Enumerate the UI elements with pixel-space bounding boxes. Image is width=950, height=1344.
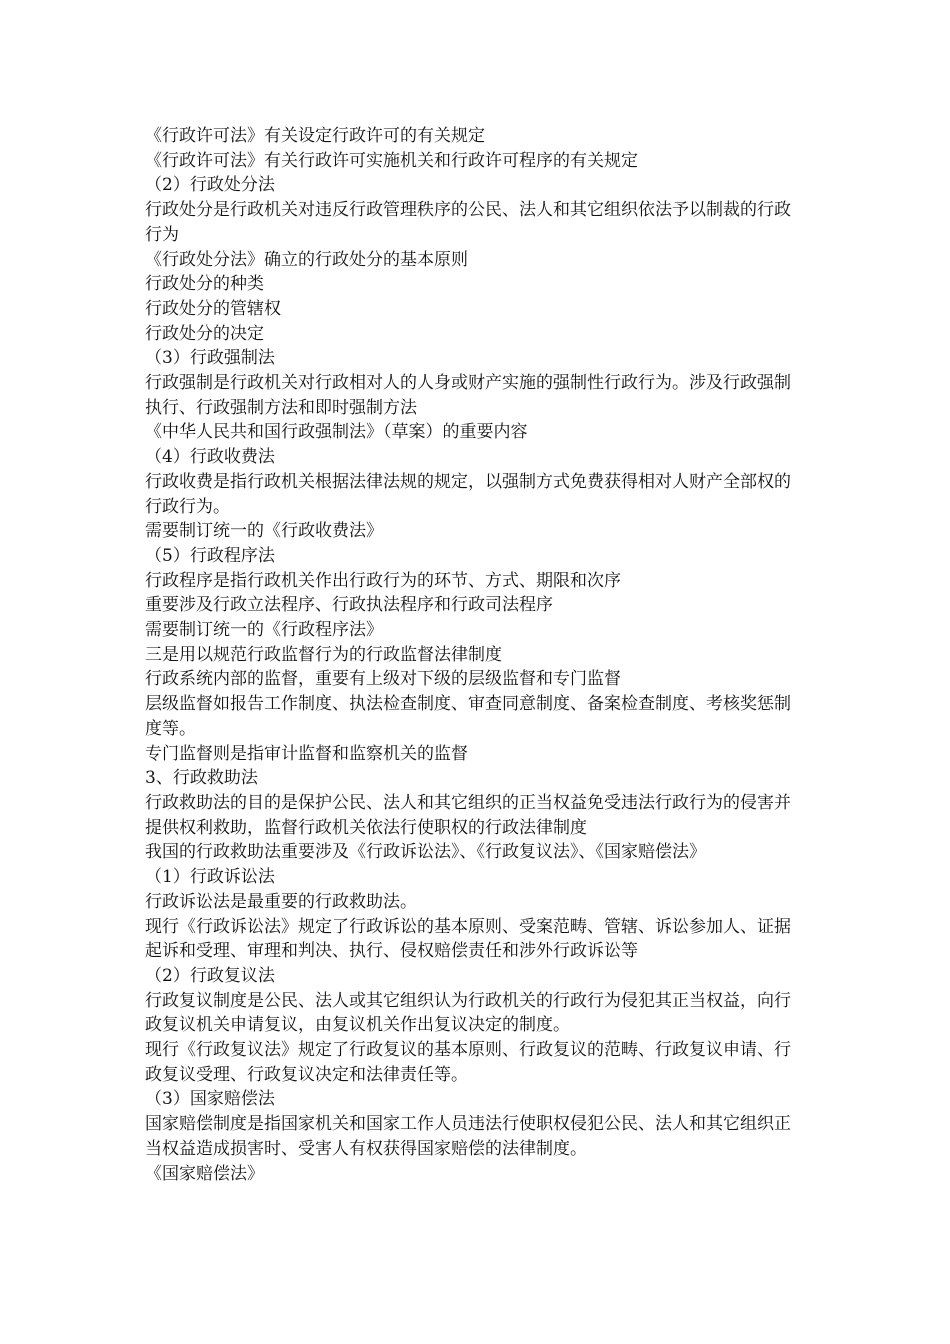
section-heading: （1）行政诉讼法 (145, 867, 275, 888)
document-body (145, 124, 805, 1186)
section-heading: （5）行政程序法 (145, 545, 275, 566)
section-heading: （3）行政强制法 (145, 348, 275, 369)
text-paragraph: 现行《行政诉讼法》规定了行政诉讼的基本原则、受案范畴、管辖、诉讼参加人、证据起诉和受理、审理和判决、执行、侵权赔偿责任和涉外行政诉讼等 (145, 916, 791, 962)
text-line: 《行政处分法》确立的行政处分的基本原则 (145, 249, 468, 270)
text-paragraph: 层级监督如报告工作制度、执法检查制度、审查同意制度、备案检查制度、考核奖惩制度等。 (145, 694, 791, 739)
text-line: 专门监督则是指审计监督和监察机关的监督 (145, 743, 468, 764)
text-line: 行政处分的种类 (145, 274, 264, 295)
text-paragraph: 现行《行政复议法》规定了行政复议的基本原则、行政复议的范畴、行政复议申请、行政复议受理、行政复议决定和法律责任等。 (145, 1040, 791, 1085)
text-line: 三是用以规范行政监督行为的行政监督法律制度 (145, 644, 502, 665)
text-paragraph: 行政救助法的目的是保护公民、法人和其它组织的正当权益免受违法行政行为的侵害并提供权利救助，监督行政机关依法行使职权的行政法律制度 (145, 792, 791, 838)
text-line: 行政系统内部的监督，重要有上级对下级的层级监督和专门监督 (145, 669, 621, 690)
text-line: 行政处分的管辖权 (145, 298, 281, 319)
section-heading: （2）行政复议法 (145, 965, 275, 986)
text-line: 行政程序是指行政机关作出行政行为的环节、方式、期限和次序 (145, 570, 621, 591)
text-line: 行政处分的决定 (145, 323, 264, 344)
text-paragraph: 行政复议制度是公民、法人或其它组织认为行政机关的行政行为侵犯其正当权益，向行政复议机关申请复议，由复议机关作出复议决定的制度。 (145, 990, 791, 1036)
text-paragraph: 行政收费是指行政机关根据法律法规的规定，以强制方式免费获得相对人财产全部权的行政行为。 (145, 471, 791, 517)
text-line: 行政诉讼法是最重要的行政救助法。 (145, 891, 417, 912)
section-heading: （3）国家赔偿法 (145, 1089, 275, 1110)
text-paragraph: 国家赔偿制度是指国家机关和国家工作人员违法行使职权侵犯公民、法人和其它组织正当权益造成损害时、受害人有权获得国家赔偿的法律制度。 (145, 1114, 791, 1159)
text-line: 《中华人民共和国行政强制法》（草案）的重要内容 (145, 422, 528, 443)
section-heading: 3、行政救助法 (145, 768, 258, 789)
text-line: 《行政许可法》有关设定行政许可的有关规定 (145, 126, 485, 146)
text-line: 《国家赔偿法》 (145, 1163, 264, 1184)
text-paragraph: 我国的行政救助法重要涉及《行政诉讼法》、《行政复议法》、《国家赔偿法》 (145, 842, 706, 863)
section-heading: （4）行政收费法 (145, 447, 275, 468)
text-line: 《行政许可法》有关行政许可实施机关和行政许可程序的有关规定 (145, 150, 638, 171)
text-line: 需要制订统一的《行政收费法》 (145, 521, 383, 542)
section-heading: （2）行政处分法 (145, 175, 275, 196)
text-paragraph: 行政处分是行政机关对违反行政管理秩序的公民、法人和其它组织依法予以制裁的行政行为 (145, 200, 791, 245)
text-line: 需要制订统一的《行政程序法》 (145, 620, 383, 641)
text-paragraph: 行政强制是行政机关对行政相对人的人身或财产实施的强制性行政行为。涉及行政强制执行、行政强制方法和即时强制方法 (145, 373, 791, 418)
text-line: 重要涉及行政立法程序、行政执法程序和行政司法程序 (145, 595, 553, 616)
